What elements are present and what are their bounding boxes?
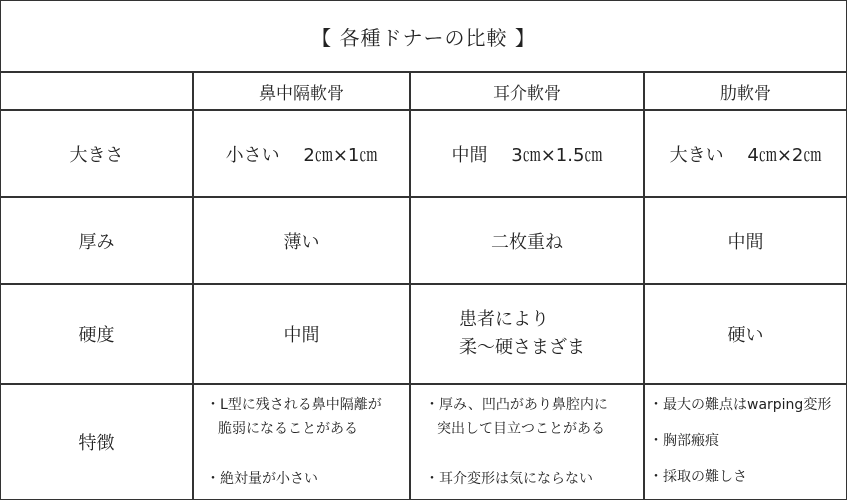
thickness-rib: 中間	[727, 231, 764, 253]
features-ear	[425, 385, 643, 499]
column-header-nasal-septum: 鼻中隔軟骨	[259, 83, 344, 104]
feature-item: ・胸部瘢痕	[649, 433, 719, 449]
row-label-features: 特徴	[78, 433, 115, 454]
size-nasal-septum: 小さい 2㎝×1㎝	[225, 144, 378, 166]
hardness-ear-line-1: 患者により	[459, 309, 549, 330]
column-header-rib: 肋軟骨	[720, 83, 771, 104]
feature-item-continued: 突出して目立つことがある	[437, 421, 605, 437]
feature-item: ・絶対量が小さい	[206, 471, 318, 487]
hardness-ear	[459, 285, 643, 383]
hardness-ear-line-2: 柔〜硬さまざま	[459, 337, 585, 358]
feature-item: ・最大の難点はwarping変形	[649, 397, 832, 413]
row-label-thickness: 厚み	[78, 231, 115, 253]
feature-item-continued: 脆弱になることがある	[218, 421, 358, 437]
feature-item: ・耳介変形は気にならない	[425, 471, 593, 487]
size-ear: 中間 3㎝×1.5㎝	[451, 144, 603, 166]
row-label-hardness: 硬度	[78, 325, 115, 346]
feature-item: ・L型に残される鼻中隔離が	[206, 397, 382, 413]
features-rib	[649, 385, 846, 499]
row-label-size: 大きさ	[69, 144, 124, 166]
hardness-rib: 硬い	[727, 325, 764, 346]
thickness-ear: 二枚重ね	[491, 231, 563, 253]
hardness-nasal-septum: 中間	[283, 325, 320, 346]
thickness-nasal-septum: 薄い	[283, 231, 320, 253]
feature-item: ・厚み、凹凸があり鼻腔内に	[425, 397, 608, 413]
features-nasal-septum	[206, 385, 409, 499]
size-rib: 大きい 4㎝×2㎝	[669, 144, 822, 166]
table-title: 【 各種ドナーの比較 】	[311, 25, 536, 50]
feature-item: ・採取の難しさ	[649, 469, 747, 485]
column-header-ear: 耳介軟骨	[493, 83, 561, 104]
